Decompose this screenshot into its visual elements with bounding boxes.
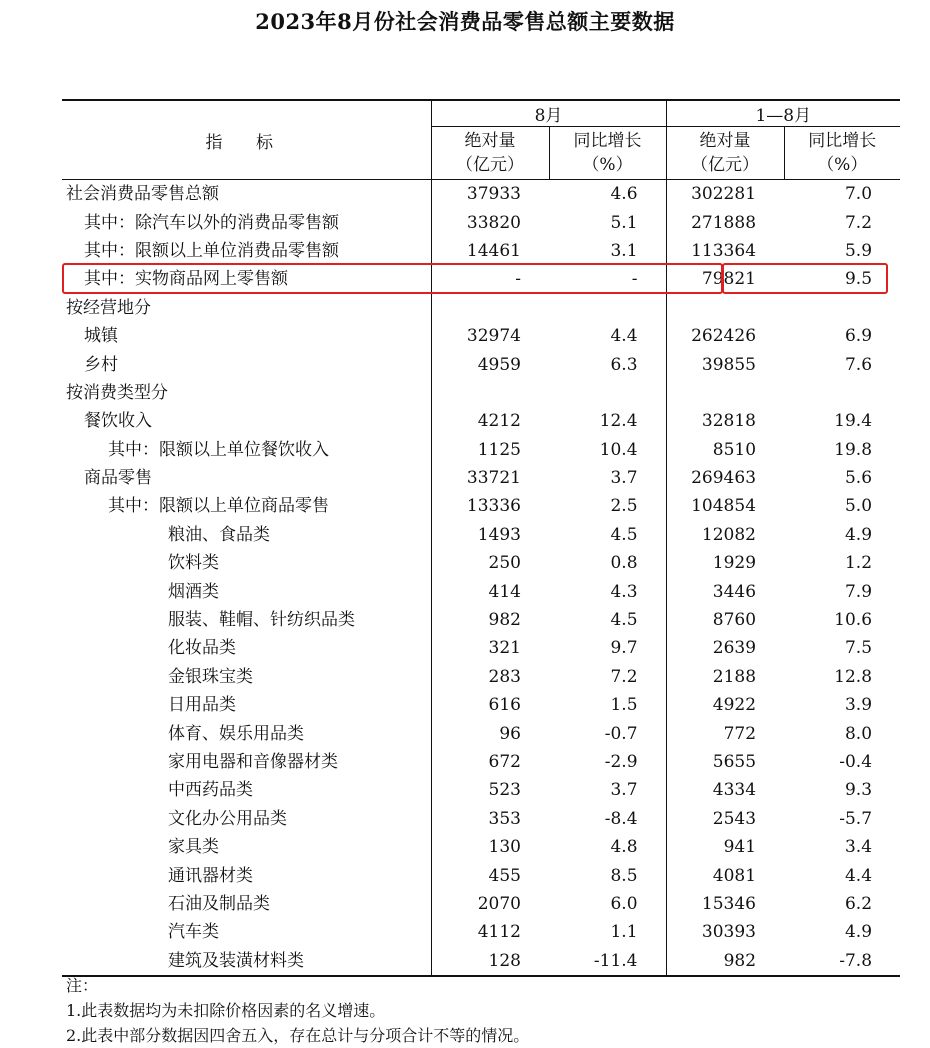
table-row (62, 833, 900, 861)
cell-aug-yoy: 1.5 (549, 691, 666, 719)
row-label: 通讯器材类 (62, 861, 431, 889)
table-row (62, 180, 900, 209)
cell-aug-yoy: 4.8 (549, 833, 666, 861)
cell-ytd-yoy: 19.8 (834, 439, 873, 460)
page-title: 2023年8月份社会消费品零售总额主要数据 (255, 9, 675, 34)
cell-aug-yoy: 3.7 (549, 776, 666, 804)
cell-ytd-absolute: 4922 (712, 695, 757, 716)
table-row (62, 606, 900, 634)
table-row (62, 748, 900, 776)
row-label: 按经营地分 (62, 294, 431, 322)
table-row (62, 350, 900, 378)
cell-ytd-absolute: 2543 (712, 808, 757, 829)
table-row (62, 577, 900, 605)
note-item: 1.此表数据均为未扣除价格因素的名义增速。 (66, 1001, 386, 1020)
row-label: 家用电器和音像器材类 (62, 748, 431, 776)
cell-ytd-yoy: 7.2 (844, 212, 873, 233)
cell-aug-yoy: 3.7 (549, 464, 666, 492)
table-row (62, 663, 900, 691)
cell-aug-yoy: 4.6 (549, 180, 666, 209)
cell-ytd-yoy: 1.2 (844, 553, 873, 574)
cell-aug-yoy: 3.1 (549, 237, 666, 265)
cell-aug-absolute: 128 (431, 947, 549, 976)
cell-ytd-yoy: -7.8 (784, 947, 900, 976)
cell-ytd-absolute (666, 379, 784, 407)
cell-ytd-absolute: 8510 (712, 439, 757, 460)
row-label: 粮油、食品类 (62, 521, 431, 549)
cell-ytd-yoy: 3.4 (844, 837, 873, 858)
row-label: 商品零售 (62, 464, 431, 492)
cell-ytd-absolute: 2188 (712, 666, 757, 687)
table-row (62, 492, 900, 520)
cell-ytd-yoy: 7.9 (844, 581, 873, 602)
cell-aug-yoy: -2.9 (549, 748, 666, 776)
cell-ytd-absolute: 30393 (701, 922, 757, 943)
table-row (62, 265, 900, 293)
cell-aug-yoy: 4.3 (549, 577, 666, 605)
header-abs-line1: 绝对量 (464, 131, 516, 151)
cell-aug-absolute: 13336 (466, 496, 521, 517)
cell-aug-absolute (431, 379, 549, 407)
header-indicator: 指 标 (62, 100, 431, 180)
cell-aug-absolute: 37933 (466, 184, 521, 205)
retail-sales-table (62, 99, 900, 977)
header-aug-absolute (431, 127, 549, 180)
header-group-august: 8月 (431, 100, 666, 127)
table-row (62, 776, 900, 804)
header-abs-line2: （亿元） (456, 155, 524, 175)
row-label: 城镇 (62, 322, 431, 350)
cell-ytd-yoy: 12.8 (834, 666, 873, 687)
cell-ytd-yoy (784, 379, 900, 407)
cell-aug-absolute: 982 (488, 610, 521, 631)
header-ytd-yoy (784, 127, 900, 180)
cell-ytd-absolute: 5655 (712, 752, 757, 772)
cell-aug-yoy: 0.8 (549, 549, 666, 577)
row-label: 家具类 (62, 833, 431, 861)
table-row (62, 890, 900, 918)
cell-aug-absolute: 4959 (477, 354, 521, 375)
cell-ytd-yoy: 4.9 (844, 524, 873, 545)
cell-ytd-absolute (666, 294, 784, 322)
header-yoy-line2: （%） (582, 155, 633, 175)
data-table-container (62, 99, 900, 977)
cell-ytd-yoy: 4.4 (844, 865, 873, 886)
cell-aug-absolute: 616 (488, 695, 521, 716)
cell-ytd-yoy: 7.0 (844, 184, 873, 205)
table-row (62, 464, 900, 492)
cell-aug-absolute: 1493 (477, 524, 521, 545)
row-label: 餐饮收入 (62, 407, 431, 435)
row-label: 体育、娱乐用品类 (62, 719, 431, 747)
table-row (62, 719, 900, 747)
cell-ytd-absolute: 32818 (701, 411, 757, 432)
notes (66, 973, 529, 1048)
row-label: 石油及制品类 (62, 890, 431, 918)
cell-ytd-absolute: 772 (723, 723, 757, 744)
cell-aug-yoy: - (549, 265, 666, 293)
cell-aug-absolute: 130 (488, 837, 521, 858)
row-label: 服装、鞋帽、针纺织品类 (62, 606, 431, 634)
cell-ytd-yoy: 5.9 (844, 240, 873, 261)
cell-ytd-absolute: 302281 (691, 184, 757, 205)
cell-ytd-yoy: 5.6 (844, 468, 873, 489)
cell-aug-absolute: 1125 (477, 439, 521, 460)
cell-ytd-yoy: 19.4 (834, 411, 873, 432)
table-row (62, 549, 900, 577)
cell-ytd-absolute: 262426 (691, 326, 757, 347)
table-row (62, 861, 900, 889)
cell-ytd-absolute: 269463 (691, 468, 757, 489)
cell-aug-yoy: -11.4 (549, 947, 666, 976)
cell-aug-yoy: -0.7 (549, 719, 666, 747)
header-abs-line2: （亿元） (691, 155, 760, 175)
cell-aug-absolute: - (515, 269, 521, 290)
cell-ytd-yoy: 3.9 (844, 695, 873, 716)
cell-aug-yoy: 4.5 (549, 606, 666, 634)
row-label: 社会消费品零售总额 (62, 180, 431, 209)
cell-aug-yoy: 1.1 (549, 918, 666, 946)
row-label: 中西药品类 (62, 776, 431, 804)
table-row (62, 634, 900, 662)
row-label: 按消费类型分 (62, 379, 431, 407)
cell-aug-absolute: 523 (488, 780, 521, 801)
cell-aug-absolute: 32974 (466, 326, 521, 347)
cell-ytd-absolute: 4334 (712, 780, 757, 801)
table-row (62, 918, 900, 946)
cell-ytd-absolute: 271888 (691, 212, 757, 233)
header-ytd-absolute (666, 127, 784, 180)
cell-ytd-yoy: 7.6 (844, 354, 873, 375)
cell-ytd-absolute: 79821 (701, 269, 757, 290)
table-row (62, 379, 900, 407)
table-row (62, 208, 900, 236)
cell-aug-yoy (549, 379, 666, 407)
row-label: 其中：实物商品网上零售额 (62, 265, 431, 293)
row-label: 建筑及装潢材料类 (62, 947, 431, 976)
header-aug-yoy (549, 127, 666, 180)
header-yoy-line1: 同比增长 (573, 131, 642, 151)
table-row (62, 691, 900, 719)
cell-ytd-absolute: 39855 (701, 354, 757, 375)
notes-heading: 注： (66, 976, 99, 995)
row-label: 烟酒类 (62, 577, 431, 605)
cell-ytd-yoy (784, 294, 900, 322)
cell-aug-absolute: 14461 (466, 240, 521, 261)
cell-ytd-yoy: 6.2 (844, 893, 873, 914)
cell-ytd-absolute: 4081 (712, 865, 757, 886)
cell-ytd-absolute: 104854 (691, 496, 757, 517)
row-label: 金银珠宝类 (62, 663, 431, 691)
cell-aug-absolute: 455 (488, 865, 521, 886)
row-label: 饮料类 (62, 549, 431, 577)
cell-aug-yoy: 12.4 (549, 407, 666, 435)
cell-aug-absolute: 672 (488, 752, 521, 772)
note-item: 2.此表中部分数据因四舍五入，存在总计与分项合计不等的情况。 (66, 1026, 530, 1045)
cell-aug-absolute: 353 (488, 808, 521, 829)
row-label: 化妆品类 (62, 634, 431, 662)
row-label: 其中：限额以上单位商品零售 (62, 492, 431, 520)
cell-ytd-yoy: 4.9 (844, 922, 873, 943)
cell-aug-absolute: 2070 (477, 893, 521, 914)
row-label: 日用品类 (62, 691, 431, 719)
cell-aug-absolute: 283 (488, 666, 521, 687)
cell-ytd-absolute: 2639 (712, 638, 757, 659)
header-abs-line1: 绝对量 (699, 131, 751, 151)
cell-aug-yoy: 6.0 (549, 890, 666, 918)
cell-aug-yoy: -8.4 (549, 805, 666, 833)
cell-ytd-absolute: 8760 (712, 610, 757, 631)
table-row (62, 294, 900, 322)
cell-aug-yoy: 2.5 (549, 492, 666, 520)
table-row (62, 237, 900, 265)
cell-aug-absolute: 4112 (477, 922, 521, 943)
cell-aug-yoy: 6.3 (549, 350, 666, 378)
cell-ytd-absolute: 15346 (701, 893, 757, 914)
table-row (62, 521, 900, 549)
table-row (62, 805, 900, 833)
cell-ytd-absolute: 941 (723, 837, 757, 858)
table-row (62, 947, 900, 976)
row-label: 汽车类 (62, 918, 431, 946)
cell-ytd-yoy: 10.6 (834, 610, 873, 631)
cell-ytd-yoy: 9.5 (844, 269, 873, 290)
cell-aug-absolute: 33820 (466, 212, 521, 233)
cell-ytd-yoy: 5.0 (844, 496, 873, 517)
row-label: 其中：限额以上单位餐饮收入 (62, 436, 431, 464)
header-yoy-line2: （%） (817, 155, 868, 175)
cell-aug-absolute: 414 (488, 581, 521, 602)
cell-aug-yoy: 8.5 (549, 861, 666, 889)
table-body (62, 180, 900, 976)
header-yoy-line1: 同比增长 (808, 131, 877, 151)
header-group-jan-aug: 1—8月 (666, 100, 900, 127)
cell-ytd-yoy: 9.3 (844, 780, 873, 801)
cell-ytd-yoy: -0.4 (839, 752, 873, 772)
row-label: 其中：限额以上单位消费品零售额 (62, 237, 431, 265)
cell-ytd-absolute: 3446 (712, 581, 757, 602)
cell-ytd-absolute: 113364 (691, 240, 757, 261)
cell-aug-yoy: 4.4 (549, 322, 666, 350)
cell-aug-absolute: 321 (488, 638, 521, 659)
cell-ytd-yoy: 8.0 (844, 723, 873, 744)
cell-ytd-absolute: 982 (666, 947, 784, 976)
cell-aug-yoy: 10.4 (549, 436, 666, 464)
cell-aug-absolute: 33721 (466, 468, 521, 489)
cell-aug-yoy (549, 294, 666, 322)
row-label: 其中：除汽车以外的消费品零售额 (62, 208, 431, 236)
table-row (62, 436, 900, 464)
table-row (62, 322, 900, 350)
table-row (62, 407, 900, 435)
row-label: 乡村 (62, 350, 431, 378)
cell-ytd-absolute: 12082 (701, 524, 757, 545)
cell-aug-yoy: 5.1 (549, 208, 666, 236)
cell-aug-absolute: 4212 (477, 411, 521, 432)
cell-aug-absolute: 96 (499, 723, 521, 744)
cell-ytd-yoy: -5.7 (839, 808, 873, 829)
cell-aug-yoy: 9.7 (549, 634, 666, 662)
cell-ytd-absolute: 1929 (712, 553, 757, 574)
row-label: 文化办公用品类 (62, 805, 431, 833)
cell-ytd-yoy: 6.9 (844, 326, 873, 347)
cell-aug-absolute (431, 294, 549, 322)
cell-aug-yoy: 7.2 (549, 663, 666, 691)
cell-aug-yoy: 4.5 (549, 521, 666, 549)
cell-aug-absolute: 250 (488, 553, 521, 574)
cell-ytd-yoy: 7.5 (844, 638, 873, 659)
